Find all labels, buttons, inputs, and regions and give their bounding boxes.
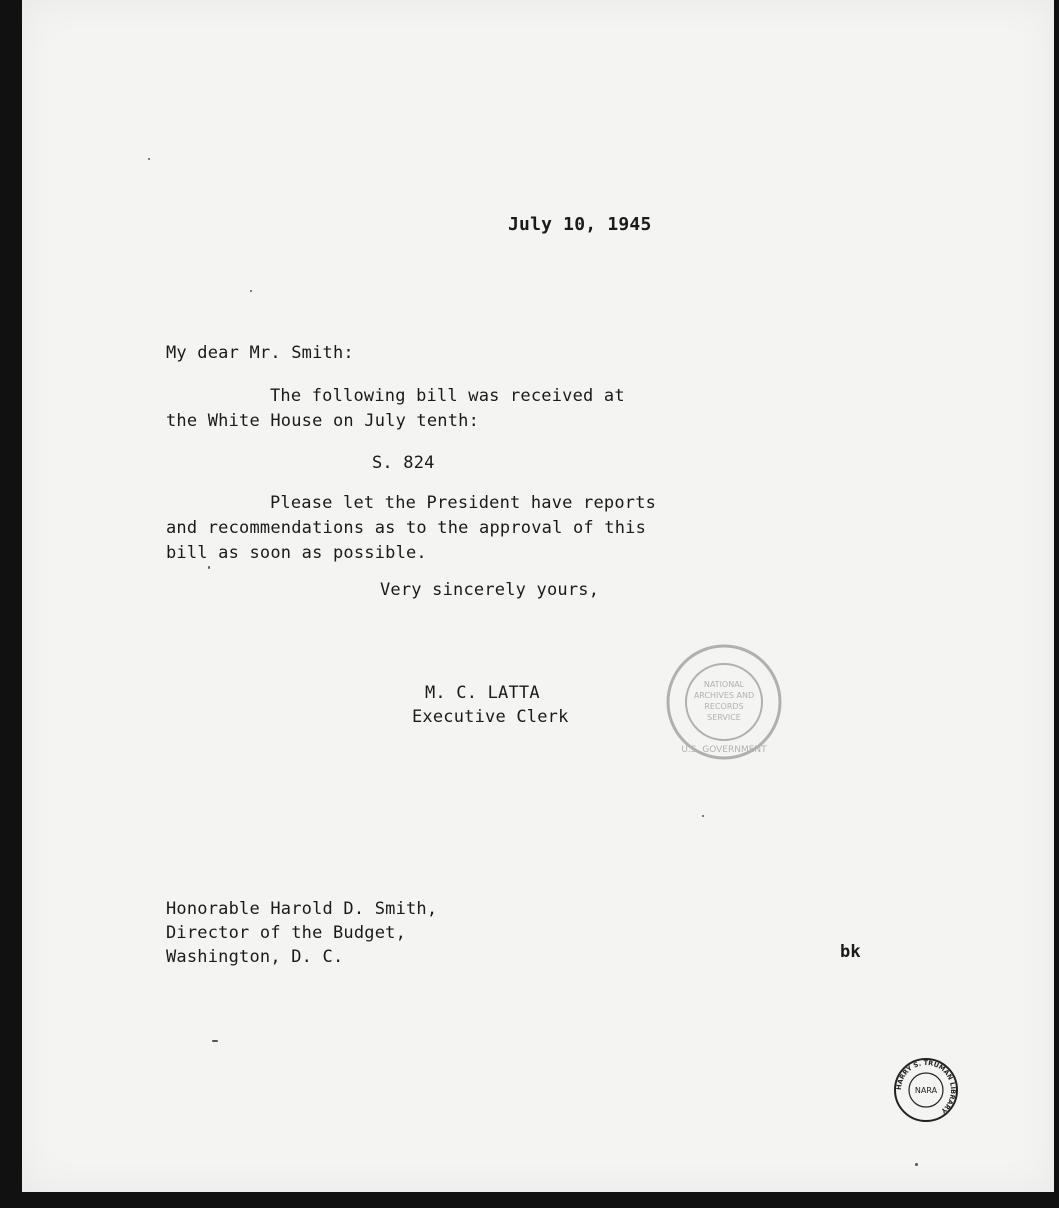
archives-seal-line-4: SERVICE <box>707 713 741 722</box>
bill-number: S. 824 <box>372 453 435 473</box>
library-seal-icon <box>893 1056 959 1124</box>
paragraph-1-line-2: the White House on July tenth: <box>166 411 480 431</box>
scan-speck <box>208 566 210 569</box>
archives-seal-line-2: ARCHIVES AND <box>693 691 755 700</box>
addressee-line-3: Washington, D. C. <box>166 947 344 967</box>
typist-initials: bk <box>840 942 861 962</box>
salutation: My dear Mr. Smith: <box>166 343 354 363</box>
archives-seal-line-1: NATIONAL <box>703 680 745 689</box>
signature-name: M. C. LATTA <box>425 683 540 703</box>
library-seal-center-text: NARA <box>914 1086 938 1095</box>
scan-speck <box>212 1040 218 1042</box>
library-seal-ring-text: HARRY S. TRUMAN LIBRARY <box>894 1058 958 1115</box>
closing: Very sincerely yours, <box>380 580 600 600</box>
archives-seal-line-3: RECORDS <box>704 702 744 711</box>
letter-date: July 10, 1945 <box>508 214 652 235</box>
scan-speck <box>702 815 704 817</box>
scan-speck <box>915 1163 918 1166</box>
archives-seal-line-5: U.S. GOVERNMENT <box>681 745 767 755</box>
paragraph-2-line-2: and recommendations as to the approval of this <box>166 518 647 538</box>
addressee-line-1: Honorable Harold D. Smith, <box>166 899 438 919</box>
scan-border <box>0 1192 1059 1208</box>
addressee-line-2: Director of the Budget, <box>166 923 407 943</box>
paragraph-2-line-1: Please let the President have reports <box>270 493 657 513</box>
signature-title: Executive Clerk <box>412 707 569 727</box>
paragraph-1-line-1: The following bill was received at <box>270 386 625 406</box>
scan-speck <box>250 290 252 292</box>
paragraph-2-line-3: bill as soon as possible. <box>166 543 427 563</box>
scan-speck <box>148 158 150 160</box>
archives-seal-icon <box>662 642 786 762</box>
